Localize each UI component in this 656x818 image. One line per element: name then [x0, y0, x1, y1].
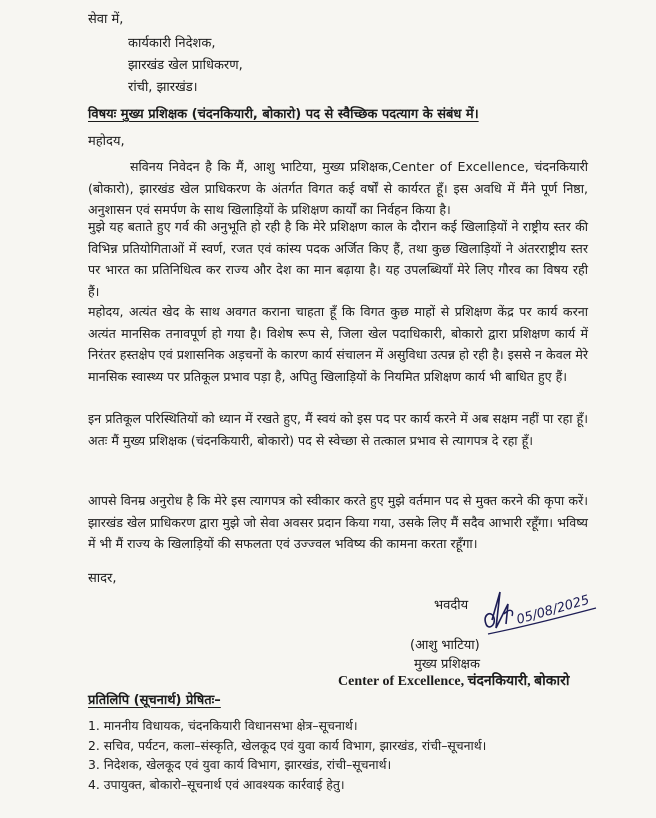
- signature-date: 05/08/2025: [514, 592, 592, 628]
- recipient-line-1: कार्यकारी निदेशक,: [128, 36, 216, 51]
- paragraph-3: महोदय, अत्यंत खेद के साथ अवगत कराना चाहता हूँ कि विगत कुछ माहों से प्रशिक्षण केंद्र पर कार्य करना अत्यंत मानसिक तनावपूर्ण हो गया है। विशेष रूप से, जिला खेल पदाधिकारी, बोकारो द्वारा प्रशिक्षण कार्य में निरंतर हस्तक्षेप एवं प्रशासनिक अड़चनों के कारण कार्य संचालन में असुविधा उत्पन्न हो रही है। इससे न केवल मेरे मानसिक स्वास्थ्य पर प्रतिकूल प्रभाव पड़ा है, अपितु खिलाड़ियों के नियमित प्रशिक्षण कार्य भी बाधित हुए हैं।: [88, 304, 588, 384]
- recipient-line-3: रांची, झारखंड।: [128, 80, 198, 95]
- signatory-name: (आशु भाटिया): [410, 638, 480, 653]
- recipient-line-2: झारखंड खेल प्राधिकरण,: [128, 58, 243, 73]
- closing: सादर,: [88, 571, 117, 586]
- signatory-designation: मुख्य प्रशिक्षक: [414, 657, 480, 672]
- sign-off: भवदीय: [434, 598, 469, 613]
- signatory-office: Center of Excellence, चंदनकियारी, बोकारो: [338, 674, 570, 689]
- paragraph-5: आपसे विनम्र अनुरोध है कि मेरे इस त्यागपत्र को स्वीकार करते हुए मुझे वर्तमान पद से मुक्त करने की कृपा करें। झारखंड खेल प्राधिकरण द्वारा मुझे जो सेवा अवसर प्रदान किया गया, उसके लिए मैं सदैव आभारी रहूँगा। भविष्य में भी मैं राज्य के खिलाड़ियों की सफलता एवं उज्ज्वल भविष्य की कामना करता रहूँगा।: [88, 493, 588, 551]
- copy-to-item: 2. सचिव, पर्यटन, कला–संस्कृति, खेलकूद एवं युवा कार्य विभाग, झारखंड, रांची–सूचनार्थ।: [88, 737, 487, 753]
- copy-to-item: 4. उपायुक्त, बोकारो–सूचनार्थ एवं आवश्यक कार्रवाई हेतु।: [88, 776, 345, 792]
- subject-line: विषयः मुख्य प्रशिक्षक (चंदनकियारी, बोकारो) पद से स्वैच्छिक पदत्याग के संबंध में।: [88, 107, 479, 122]
- paragraph-2: मुझे यह बताते हुए गर्व की अनुभूति हो रही है कि मेरे प्रशिक्षण काल के दौरान कई खिलाड़ियों ने राष्ट्रीय स्तर की विभिन्न प्रतियोगिताओं में स्वर्ण, रजत एवं कांस्य पदक अर्जित किए हैं, तथा कुछ खिलाड़ियों ने अंतरराष्ट्रीय स्तर पर भारत का प्रतिनिधित्व कर राज्य और देश का मान बढ़ाया है। यह उपलब्धियाँ मेरे लिए गौरव का विषय रही हैं।: [88, 219, 588, 299]
- paragraph-4: इन प्रतिकूल परिस्थितियों को ध्यान में रखते हुए, मैं स्वयं को इस पद पर कार्य करने में अब सक्षम नहीं पा रहा हूँ। अतः मैं मुख्य प्रशिक्षक (चंदनकियारी, बोकारो) पद से स्वेच्छा से तत्काल प्रभाव से त्यागपत्र दे रहा हूँ।: [88, 411, 588, 448]
- salutation-to: सेवा में,: [88, 12, 124, 27]
- copy-to-item: 3. निदेशक, खेलकूद एवं युवा कार्य विभाग, झारखंड, रांची–सूचनार्थ।: [88, 757, 392, 772]
- handwritten-signature: [478, 584, 602, 642]
- paragraph-1: सविनय निवेदन है कि मैं, आशु भाटिया, मुख्य प्रशिक्षक,Center of Excellence, चंदनकियारी (बोकारो), झारखंड खेल प्राधिकरण के अंतर्गत विगत कई वर्षों से कार्यरत हूँ। इस अवधि में मैंने पूर्ण निष्ठा, अनुशासन एवं समर्पण के साथ खिलाड़ियों के प्रशिक्षण कार्यों का निर्वहन किया है।: [88, 159, 588, 217]
- greeting: महोदय,: [88, 134, 125, 149]
- copy-to-list: [88, 716, 486, 794]
- copy-to-title: प्रतिलिपि (सूचनार्थ) प्रेषितः–: [88, 693, 221, 708]
- copy-to-item: 1. माननीय विधायक, चंदनकियारी विधानसभा क्षेत्र–सूचनार्थ।: [88, 718, 358, 733]
